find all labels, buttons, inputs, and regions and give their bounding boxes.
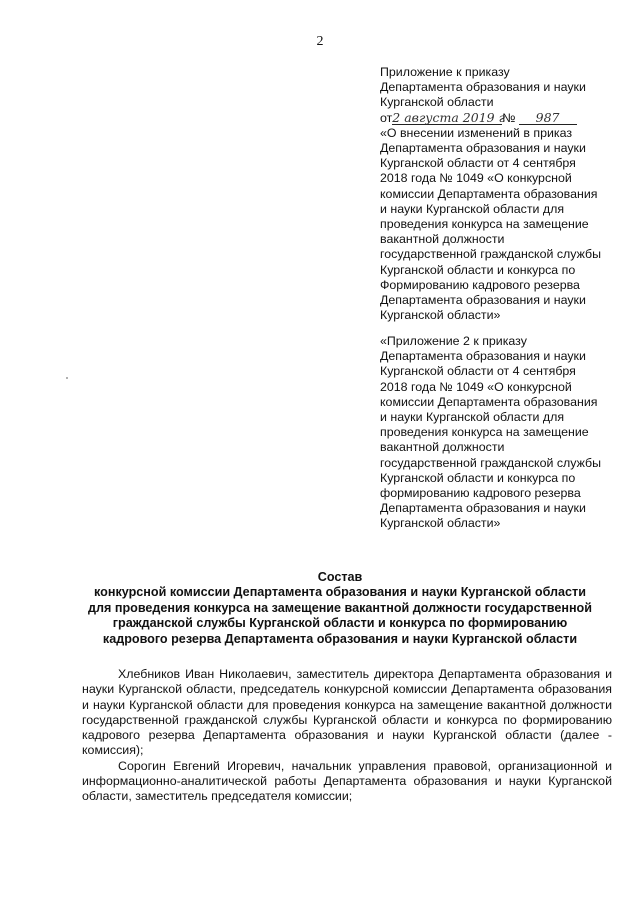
annex-line: Департамента образования и науки bbox=[380, 501, 586, 516]
order-prefix: от bbox=[380, 110, 393, 125]
amendment-title-line: Формированию кадрового резерва bbox=[380, 277, 580, 292]
annex-line: Курганской области» bbox=[380, 516, 501, 531]
composition-subtitle-line: гражданской службы Курганской области и конкурса по формированию bbox=[112, 616, 568, 631]
handwritten-order-number: 987 bbox=[519, 111, 577, 125]
handwritten-order-date: 2 августа 2019 г bbox=[392, 109, 505, 125]
amendment-title-line: Департамента образования и науки bbox=[380, 141, 586, 156]
amendment-title-line: Департамента образования и науки bbox=[380, 293, 586, 308]
annex-line: «Приложение 2 к приказу bbox=[380, 334, 527, 348]
amendment-title-line: государственной гражданской службы bbox=[380, 247, 602, 262]
annex-line: проведения конкурса на замещение bbox=[380, 425, 589, 440]
member-paragraph-chairman: Хлебников Иван Николаевич, заместитель директора Департамента образования и науки Курганской области, председатель конкурсной комиссии Департамента образования и науки Курганской области для проведения конкурса на замещение вакантной должности государственной гражданской службы Курганской области и конкурса по формированию кадрового резерва Департамента образования и науки Курганской области (далее - комиссия); bbox=[82, 667, 612, 758]
annex-line: Департамента образования и науки bbox=[380, 349, 586, 364]
amendment-title-line: Курганской области и конкурса по bbox=[380, 262, 576, 277]
composition-subtitle-line: для проведения конкурса на замещение вакантной должности государственной bbox=[88, 600, 592, 615]
annex-line: Курганской области и конкурса по bbox=[380, 470, 576, 485]
appendix-heading-line: Курганской области bbox=[380, 95, 494, 110]
page-number: 2 bbox=[316, 34, 324, 49]
annex-line: 2018 года № 1049 «О конкурсной bbox=[380, 379, 572, 394]
amendment-title-line: комиссии Департамента образования bbox=[380, 186, 598, 201]
amendment-title-line: проведения конкурса на замещение bbox=[380, 217, 589, 232]
appendix-heading-line: Приложение к приказу bbox=[380, 65, 510, 79]
commission-member-list bbox=[82, 667, 612, 805]
annex-line: Курганской области от 4 сентября bbox=[380, 364, 576, 379]
member-paragraph-deputy-chairman: Сорогин Евгений Игоревич, начальник управления правовой, организационной и информационно-аналитической работы Департамента образования и науки Курганской области, заместитель председателя комиссии; bbox=[82, 758, 612, 804]
amendment-title-line: 2018 года № 1049 «О конкурсной bbox=[380, 171, 572, 186]
annex-line: и науки Курганской области для bbox=[380, 410, 565, 425]
composition-heading bbox=[60, 570, 620, 647]
scan-speck bbox=[66, 377, 68, 379]
amendment-title-line: вакантной должности bbox=[380, 232, 505, 247]
amendment-title-line: и науки Курганской области для bbox=[380, 201, 565, 216]
annex-line: формированию кадрового резерва bbox=[380, 486, 581, 501]
appendix-block-annex-2 bbox=[380, 334, 620, 532]
composition-subtitle-line: конкурсной комиссии Департамента образования и науки Курганской области bbox=[94, 585, 586, 600]
annex-line: комиссии Департамента образования bbox=[380, 394, 598, 409]
order-date-number-line bbox=[380, 111, 620, 126]
annex-line: вакантной должности bbox=[380, 440, 505, 455]
composition-title: Состав bbox=[317, 570, 363, 584]
appendix-heading-line: Департамента образования и науки bbox=[380, 80, 586, 95]
appendix-block-order bbox=[380, 65, 620, 323]
amendment-title-line: «О внесении изменений в приказ bbox=[380, 125, 573, 140]
order-number-label: № bbox=[502, 110, 516, 125]
composition-subtitle-line: кадрового резерва Департамента образования и науки Курганской области bbox=[102, 631, 578, 646]
annex-line: государственной гражданской службы bbox=[380, 455, 602, 470]
amendment-title-line: Курганской области от 4 сентября bbox=[380, 156, 576, 171]
amendment-title-line: Курганской области» bbox=[380, 308, 501, 323]
